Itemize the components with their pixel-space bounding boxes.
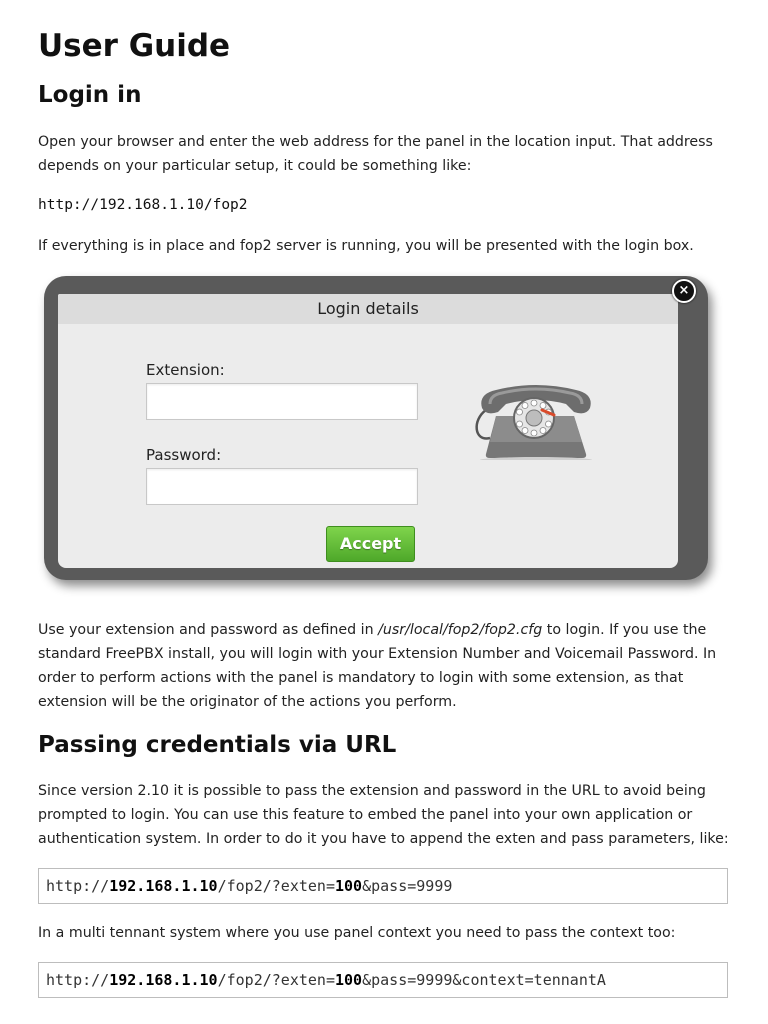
login-dialog [58, 294, 678, 568]
url-pass-context-params: &pass=9999&context=tennantA [362, 971, 606, 989]
url-host: 192.168.1.10 [109, 971, 218, 989]
url-exten-value: 100 [335, 877, 363, 895]
url-pass-param: &pass=9999 [362, 877, 453, 895]
close-icon[interactable]: × [672, 279, 696, 303]
url-path: /fop2/?exten= [217, 877, 335, 895]
credentials-intro-paragraph: Since version 2.10 it is possible to pass the extension and password in the URL to avoid being prompted to login. You can use this feature to embed the panel into your own application or authentication system. In order to do it you have to append the exten and pass parameters, like: [38, 783, 729, 847]
url-scheme: http:// [46, 877, 110, 895]
page-title: User Guide [38, 28, 231, 64]
login-dialog-frame [44, 276, 708, 580]
extension-input[interactable] [146, 383, 418, 420]
url-path: /fop2/?exten= [217, 971, 335, 989]
url-context-code-box [38, 962, 728, 998]
credentials-heading: Passing credentials via URL [38, 732, 397, 758]
url-exten-value: 100 [335, 971, 363, 989]
extension-label: Extension: [146, 361, 225, 379]
config-path: /usr/local/fop2/fop2.cfg [378, 622, 543, 638]
login-heading: Login in [38, 82, 142, 108]
usage-text-before: Use your extension and password as defined in [38, 622, 379, 638]
example-url: http://192.168.1.10/fop2 [38, 197, 248, 213]
url-code-box [38, 868, 728, 904]
password-input[interactable] [146, 468, 418, 505]
url-host: 192.168.1.10 [109, 877, 218, 895]
usage-text-after: to login. If you use the standard FreePBX install, you will login with your Extension Number and Voicemail Password. In order to perform actions with the panel is mandatory to login with some extension, as that extension will be the originator of the actions you perform. [38, 622, 717, 710]
login-intro-paragraph: Open your browser and enter the web address for the panel in the location input. That address depends on your particular setup, it could be something like: [38, 134, 713, 174]
accept-button[interactable]: Accept [326, 526, 415, 562]
multi-tenant-paragraph: In a multi tennant system where you use panel context you need to pass the context too: [38, 925, 676, 941]
login-box-paragraph: If everything is in place and fop2 server is running, you will be presented with the login box. [38, 238, 694, 254]
url-scheme: http:// [46, 971, 110, 989]
password-label: Password: [146, 446, 222, 464]
login-dialog-title: Login details [58, 294, 678, 324]
telephone-icon [468, 380, 602, 460]
usage-paragraph [38, 618, 738, 714]
